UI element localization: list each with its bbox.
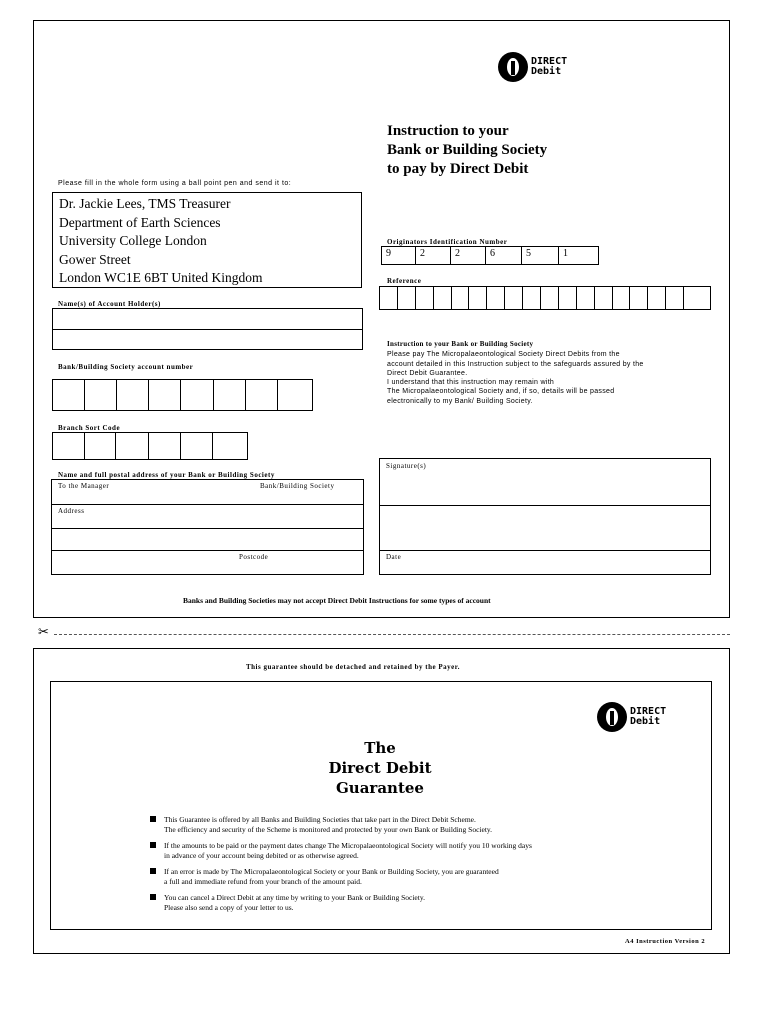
direct-debit-logo bbox=[498, 52, 567, 82]
address-box bbox=[52, 192, 362, 288]
bank-address-field[interactable] bbox=[51, 479, 364, 575]
guarantee-title bbox=[280, 738, 480, 798]
originator-digit: 2 bbox=[416, 247, 451, 264]
originator-number bbox=[381, 246, 599, 265]
address-label: Address bbox=[58, 507, 85, 515]
bullet-line: a full and immediate refund from your branch of the amount paid. bbox=[164, 877, 362, 886]
originator-digit: 6 bbox=[486, 247, 522, 264]
account-holders-label: Name(s) of Account Holder(s) bbox=[58, 300, 161, 308]
signature-date-box bbox=[379, 458, 711, 575]
account-number-label: Bank/Building Society account number bbox=[58, 363, 194, 371]
title-line-3: to pay by Direct Debit bbox=[387, 161, 529, 177]
bullet-line: The efficiency and security of the Scheme is monitored and protected by your own Bank or Building Society. bbox=[164, 825, 493, 834]
reference-label: Reference bbox=[387, 277, 422, 285]
bullet-line: If an error is made by The Micropalaeontological Society or your Bank or Building Society, you are guaranteed bbox=[164, 867, 499, 876]
sort-code-field[interactable] bbox=[52, 432, 248, 460]
instruction-line: I understand that this instruction may remain with bbox=[387, 379, 555, 387]
bullet-line: You can cancel a Direct Debit at any time by writing to your Bank or Building Society. bbox=[164, 893, 425, 902]
originator-digit: 1 bbox=[563, 248, 568, 259]
originator-label: Originators Identification Number bbox=[387, 238, 508, 246]
signature-label: Signature(s) bbox=[386, 462, 427, 470]
bullet-line: This Guarantee is offered by all Banks and Building Societies that take part in the Direct Debit Scheme. bbox=[164, 815, 476, 824]
address-line-2: Department of Earth Sciences bbox=[59, 214, 221, 230]
instruction-line: The Micropalaeontological Society and, if so, details will be passed bbox=[387, 388, 615, 396]
cut-line bbox=[54, 634, 730, 635]
instruction-title bbox=[387, 122, 547, 179]
footer-note: Banks and Building Societies may not accept Direct Debit Instructions for some types of account bbox=[183, 596, 491, 605]
instruction-heading: Instruction to your Bank or Building Society bbox=[387, 340, 534, 348]
bullet-line: Please also send a copy of your letter to us. bbox=[164, 903, 294, 912]
address-line-3: University College London bbox=[59, 233, 207, 248]
guarantee-bullets bbox=[150, 815, 690, 919]
reference-field[interactable] bbox=[379, 286, 711, 310]
guarantee-bullet bbox=[150, 815, 690, 835]
guarantee-bullet bbox=[150, 867, 690, 887]
instruction-line: account detailed in this Instruction subject to the safeguards assured by the bbox=[387, 360, 644, 368]
guarantee-bullet bbox=[150, 893, 690, 913]
bank-building-society-label: Bank/Building Society bbox=[260, 482, 335, 490]
address-line-5: London WC1E 6BT United Kingdom bbox=[59, 270, 263, 285]
address-line-4: Gower Street bbox=[59, 251, 131, 267]
detach-note: This guarantee should be detached and retained by the Payer. bbox=[246, 663, 460, 671]
bank-address-label: Name and full postal address of your Bank or Building Society bbox=[58, 471, 275, 479]
version-label: A4 Instruction Version 2 bbox=[625, 938, 706, 945]
originator-digit: 2 bbox=[451, 247, 486, 264]
postcode-label: Postcode bbox=[239, 553, 269, 561]
direct-debit-logo-icon bbox=[597, 702, 627, 732]
scissors-icon: ✂ bbox=[38, 625, 49, 640]
bullet-line: in advance of your account being debited or as otherwise agreed. bbox=[164, 851, 359, 860]
originator-digit: 9 bbox=[382, 247, 416, 264]
direct-debit-logo-guarantee bbox=[597, 702, 666, 732]
sort-code-label: Branch Sort Code bbox=[58, 424, 121, 432]
logo-line2: Debit bbox=[531, 66, 562, 77]
instruction-line: Please pay The Micropalaeontological Society Direct Debits from the bbox=[387, 351, 620, 359]
account-holders-field[interactable] bbox=[52, 308, 363, 350]
guarantee-bullet bbox=[150, 841, 690, 861]
instruction-line: electronically to my Bank/ Building Society. bbox=[387, 397, 533, 405]
instruction-text bbox=[387, 340, 707, 406]
instruction-line: Direct Debit Guarantee. bbox=[387, 369, 468, 377]
title-line-2: Bank or Building Society bbox=[387, 142, 548, 158]
address-line-1: Dr. Jackie Lees, TMS Treasurer bbox=[59, 196, 231, 211]
bullet-line: If the amounts to be paid or the payment dates change The Micropalaeontological Society will notify you 10 working days bbox=[164, 841, 532, 850]
title-line-1: Instruction to your bbox=[387, 123, 509, 139]
logo-line2: Debit bbox=[630, 716, 661, 727]
account-number-field[interactable] bbox=[52, 379, 313, 411]
date-label: Date bbox=[386, 553, 402, 561]
originator-digit: 5 bbox=[522, 247, 559, 264]
logo-line1: DIRECT bbox=[630, 706, 667, 717]
guarantee-title-line: Direct Debit bbox=[328, 759, 432, 777]
guarantee-title-line: The bbox=[364, 739, 396, 757]
direct-debit-logo-icon bbox=[498, 52, 528, 82]
logo-line1: DIRECT bbox=[531, 56, 568, 67]
guarantee-title-line: Guarantee bbox=[336, 779, 424, 797]
to-manager-label: To the Manager bbox=[58, 482, 110, 490]
fill-note: Please fill in the whole form using a ball point pen and send it to: bbox=[58, 180, 292, 187]
